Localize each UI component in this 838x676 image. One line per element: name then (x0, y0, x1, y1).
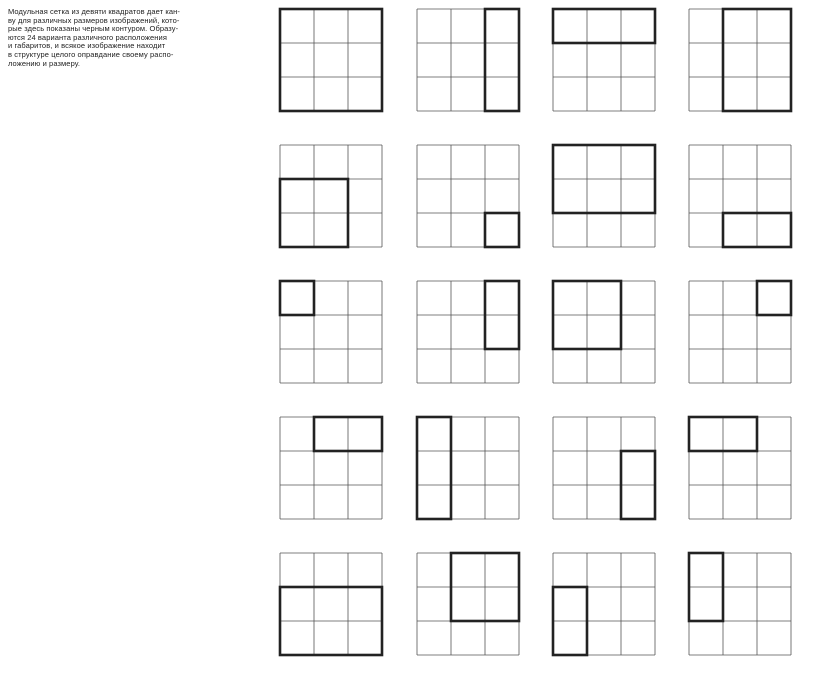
caption-line: в структуре целого оправдание своему распо- (8, 49, 174, 59)
caption-line: рые здесь показаны черным контуром. Образу- (8, 24, 179, 34)
image-area-outline (485, 213, 519, 247)
grid-module (553, 553, 655, 655)
grid-module (417, 9, 519, 111)
grid-module (417, 281, 519, 383)
grid-module (553, 417, 655, 519)
grid-module (280, 281, 382, 383)
grid-module (689, 281, 791, 383)
image-area-outline (280, 9, 382, 111)
grid-module (280, 9, 382, 111)
grid-module (553, 9, 655, 111)
grid-module (280, 417, 382, 519)
caption-line: ложению и размеру. (8, 58, 81, 68)
caption-line: Модульная сетка из девяти квадратов дает кан- (8, 7, 181, 16)
grid-module (689, 417, 791, 519)
grid-module (689, 145, 791, 247)
image-area-outline (553, 9, 655, 43)
image-area-outline (417, 417, 451, 519)
grid-module (417, 145, 519, 247)
image-area-outline (280, 281, 314, 315)
caption-line: ву для различных размеров изображений, кото- (8, 15, 180, 25)
caption-line: и габаритов, и всякое изображение находит (8, 41, 166, 51)
image-area-outline (485, 9, 519, 111)
grid-module (417, 417, 519, 519)
caption-line: ются 24 варианта различного расположения (8, 32, 167, 42)
grid-module (689, 553, 791, 655)
grid-module (553, 145, 655, 247)
grid-module (417, 553, 519, 655)
grid-module (280, 553, 382, 655)
image-area-outline (757, 281, 791, 315)
grid-module (280, 145, 382, 247)
grid-module (553, 281, 655, 383)
grid-module (689, 9, 791, 111)
